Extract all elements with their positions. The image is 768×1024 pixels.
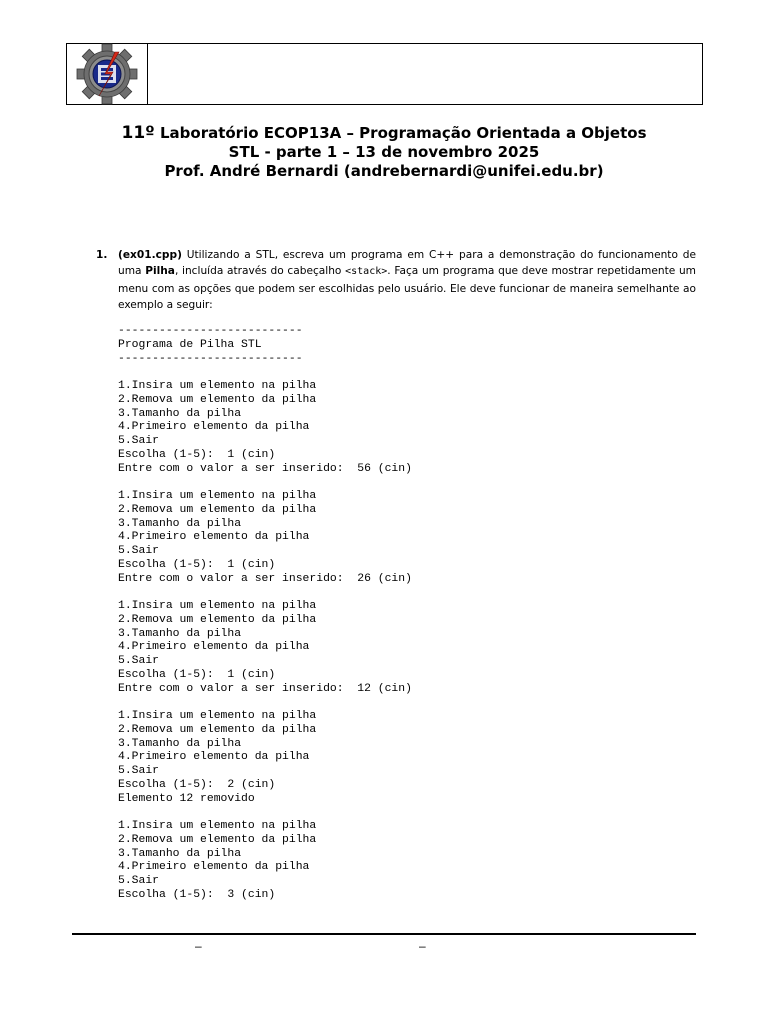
code-line: 2.Remova um elemento da pilha bbox=[118, 393, 317, 406]
title-line-3: Prof. André Bernardi (andrebernardi@unifei.edu.br) bbox=[164, 162, 604, 180]
code-line: 2.Remova um elemento da pilha bbox=[118, 503, 317, 516]
code-line: 3.Tamanho da pilha bbox=[118, 627, 242, 640]
code-line: Escolha (1-5): 3 (cin) bbox=[118, 888, 276, 901]
code-line: 2.Remova um elemento da pilha bbox=[118, 613, 317, 626]
document-title bbox=[0, 124, 768, 181]
code-line: 1.Insira um elemento na pilha bbox=[118, 490, 317, 502]
code-line: Programa de Pilha STL bbox=[118, 338, 262, 351]
code-line: Elemento 12 removido bbox=[118, 792, 255, 805]
code-line: Escolha (1-5): 1 (cin) bbox=[118, 448, 276, 461]
exercise-text-b: , incluída através do cabeçalho bbox=[174, 265, 346, 278]
code-line: 1.Insira um elemento na pilha bbox=[118, 710, 317, 722]
logo-cell bbox=[67, 44, 148, 104]
code-line: Entre com o valor a ser inserido: 26 (cin) bbox=[118, 572, 412, 585]
code-line: --------------------------- bbox=[118, 325, 303, 337]
example-output-code bbox=[118, 325, 412, 903]
exercise-1 bbox=[96, 247, 696, 313]
code-line: 1.Insira um elemento na pilha bbox=[118, 600, 317, 612]
code-line: 5.Sair bbox=[118, 435, 160, 447]
code-line: 1.Insira um elemento na pilha bbox=[118, 820, 317, 832]
code-line: 5.Sair bbox=[118, 765, 160, 777]
code-line: --------------------------- bbox=[118, 352, 303, 365]
code-line bbox=[118, 586, 412, 600]
code-line: 1.Insira um elemento na pilha bbox=[118, 380, 317, 392]
code-line: 2.Remova um elemento da pilha bbox=[118, 723, 317, 736]
header-box bbox=[66, 43, 703, 105]
exercise-number: 1. bbox=[96, 249, 108, 261]
code-line: 2.Remova um elemento da pilha bbox=[118, 833, 317, 846]
code-line: Entre com o valor a ser inserido: 12 (cin) bbox=[118, 682, 412, 695]
exercise-text-a: Utilizando a STL, escreva um programa em C++ para a demonstração do funcionamento de uma bbox=[118, 249, 696, 278]
code-line: 3.Tamanho da pilha bbox=[118, 517, 242, 530]
code-line: 5.Sair bbox=[118, 655, 160, 667]
footer-rule bbox=[72, 933, 696, 935]
code-line: 4.Primeiro elemento da pilha bbox=[118, 751, 310, 764]
lab-title: Laboratório ECOP13A – Programação Orientada a Objetos bbox=[159, 124, 647, 142]
code-line bbox=[118, 476, 412, 490]
code-line: 4.Primeiro elemento da pilha bbox=[118, 531, 310, 544]
code-line: 3.Tamanho da pilha bbox=[118, 847, 242, 860]
code-line: 3.Tamanho da pilha bbox=[118, 737, 242, 750]
title-line-2: STL - parte 1 – 13 de novembro 2025 bbox=[228, 143, 540, 161]
exercise-statement bbox=[118, 247, 696, 313]
code-line: Escolha (1-5): 1 (cin) bbox=[118, 668, 276, 681]
code-line bbox=[118, 366, 412, 380]
gear-lightning-logo-icon bbox=[72, 43, 142, 105]
footer-dash-right: – bbox=[419, 939, 426, 953]
code-line: Entre com o valor a ser inserido: 56 (cin) bbox=[118, 462, 412, 475]
pilha-keyword: Pilha bbox=[145, 265, 175, 278]
stack-header-code: <stack> bbox=[345, 266, 388, 278]
lab-number: 11º bbox=[121, 123, 155, 143]
code-line: 5.Sair bbox=[118, 875, 160, 887]
code-line bbox=[118, 696, 412, 710]
code-line: 3.Tamanho da pilha bbox=[118, 407, 242, 420]
footer-dash-left: – bbox=[195, 939, 202, 953]
title-line-1 bbox=[0, 124, 768, 143]
exercise-file: (ex01.cpp) bbox=[118, 249, 182, 261]
code-line bbox=[118, 806, 412, 820]
code-line: Escolha (1-5): 1 (cin) bbox=[118, 558, 276, 571]
code-line: 4.Primeiro elemento da pilha bbox=[118, 641, 310, 654]
exercise-text-c: . Faça um programa que deve mostrar repetidamente um menu com as opções que podem ser escolhidas pelo usuário. Ele deve funcionar de maneira semelhante ao exemplo a seguir: bbox=[118, 265, 696, 311]
code-line: 4.Primeiro elemento da pilha bbox=[118, 421, 310, 434]
code-line: Escolha (1-5): 2 (cin) bbox=[118, 778, 276, 791]
code-line: 5.Sair bbox=[118, 545, 160, 557]
code-line: 4.Primeiro elemento da pilha bbox=[118, 861, 310, 874]
